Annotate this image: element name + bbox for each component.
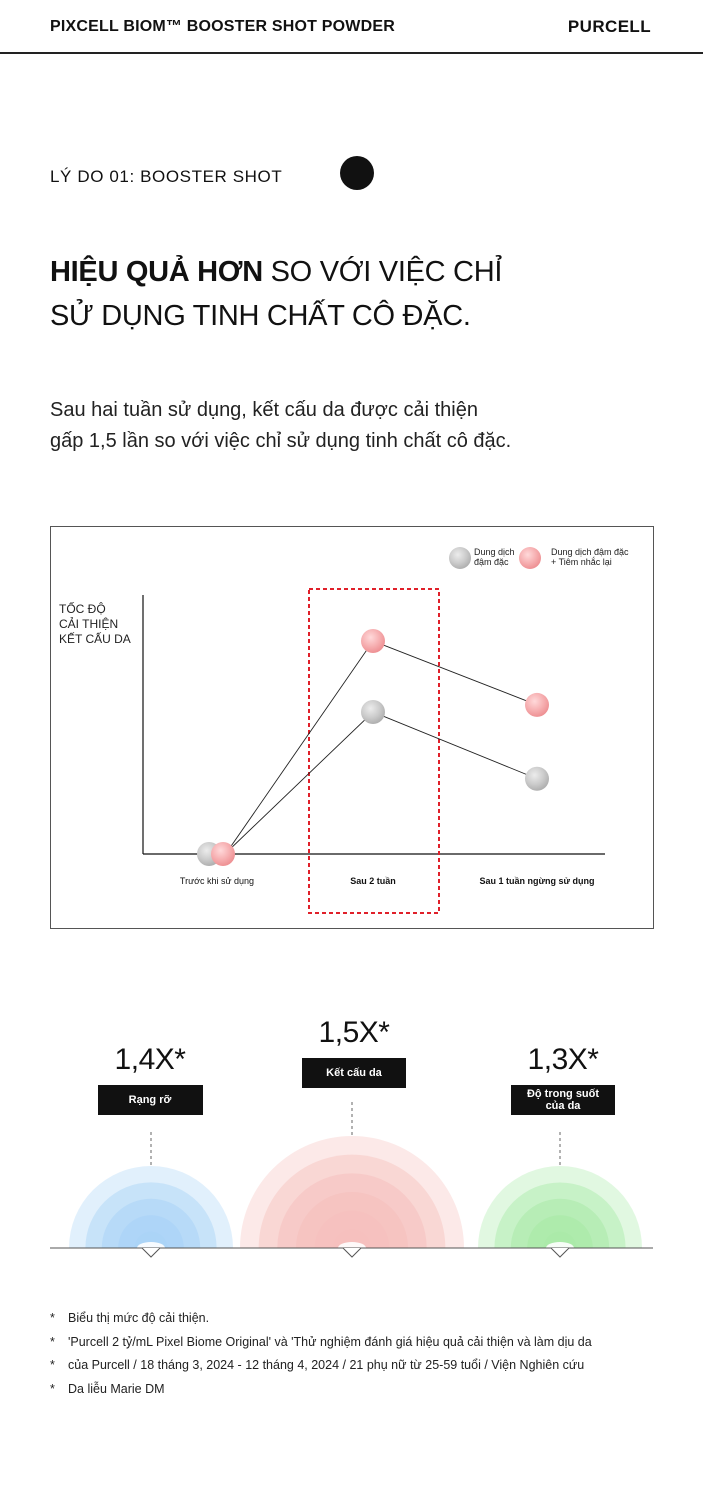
stat-block (284, 1016, 424, 1088)
footnote-marker: * (50, 1334, 55, 1349)
stat-label-tag (511, 1085, 615, 1115)
stat-value (493, 1043, 633, 1077)
footnote-marker: * (50, 1358, 55, 1372)
product-title: PIXCELL BIOM™ BOOSTER SHOT POWDER (50, 18, 395, 35)
subtext-line-2: gấp 1,5 lần so với việc chỉ sử dụng tinh chất cô đặc. (50, 430, 512, 452)
stat-asterisk: * (587, 1043, 599, 1076)
x-tick-label: Sau 1 tuần ngừng sử dụng (479, 876, 595, 886)
legend-label: Dung dịch đậm đặc (551, 547, 629, 557)
stat-asterisk: * (174, 1043, 186, 1076)
stat-number: 1,3X (527, 1043, 588, 1076)
footnote-item: * của Purcell / 18 tháng 3, 2024 - 12 tháng 4, 2024 / 21 phụ nữ từ 25-59 tuổi / Viện Nghiên cứu (50, 1358, 592, 1382)
series-gray-point (361, 700, 385, 724)
stat-value (80, 1043, 220, 1077)
chart-legend (449, 547, 629, 569)
x-tick-label: Trước khi sử dụng (179, 876, 255, 886)
stat-label-line: Kết cấu da (326, 1067, 382, 1079)
line-chart (51, 527, 655, 930)
footnote-item: * 'Purcell 2 tỷ/mL Pixel Biome Original' và 'Thử nghiệm đánh giá hiệu quả cải thiện và làm dịu da (50, 1335, 592, 1359)
brand-logo-text: PURCELL (567, 17, 651, 36)
stat-block (80, 1043, 220, 1115)
stat-label-tag (302, 1058, 406, 1088)
subtext-line-1: Sau hai tuần sử dụng, kết cấu da được cải thiện (50, 399, 478, 421)
series-pink-line (227, 641, 537, 852)
stat-label-line: của da (545, 1100, 581, 1112)
legend-label: + Tiêm nhắc lại (551, 557, 612, 567)
reason-label: LÝ DO 01: BOOSTER SHOT (50, 167, 283, 186)
subtext (50, 395, 511, 457)
footnote-item: * Da liễu Marie DM (50, 1382, 592, 1406)
headline-line-1 (50, 250, 502, 294)
legend-swatch-pink (519, 547, 541, 569)
stat-arc-group (478, 1132, 642, 1254)
stat-arc-group (69, 1132, 233, 1254)
stat-number: 1,4X (114, 1043, 175, 1076)
chart-container (50, 526, 654, 929)
top-header-bar (0, 0, 703, 54)
headline (50, 250, 502, 338)
series-gray-line (227, 712, 537, 852)
stat-label-line: Độ trong suốt (526, 1088, 600, 1100)
series-gray-point (525, 767, 549, 791)
footnotes (50, 1311, 592, 1405)
stat-block (493, 1043, 633, 1115)
stat-label-tag (98, 1085, 203, 1115)
series-pink-point (361, 629, 385, 653)
headline-line-2: SỬ DỤNG TINH CHẤT CÔ ĐẶC. (50, 300, 471, 332)
series-pink-point (211, 842, 235, 866)
y-axis-label-line: CẢI THIỆN (59, 617, 119, 631)
reason-dot-icon (340, 156, 374, 190)
stat-arc-group (240, 1102, 464, 1254)
y-axis-label-line: KẾT CẤU DA (59, 632, 131, 646)
stat-label-line: Rạng rỡ (128, 1094, 172, 1106)
stat-asterisk: * (378, 1016, 390, 1049)
headline-rest: SO VỚI VIỆC CHỈ (262, 256, 503, 288)
stat-value (284, 1016, 424, 1050)
stats-arcs (0, 1100, 703, 1270)
footnote-item: * Biểu thị mức độ cải thiện. (50, 1311, 592, 1335)
footnote-marker: * (50, 1381, 55, 1396)
series-pink-point (525, 693, 549, 717)
legend-swatch-gray (449, 547, 471, 569)
x-tick-label: Sau 2 tuần (350, 876, 396, 886)
footnote-marker: * (50, 1311, 55, 1325)
headline-strong: HIỆU QUẢ HƠN (50, 256, 263, 288)
legend-label: đậm đặc (474, 557, 509, 567)
legend-label: Dung dịch (474, 547, 515, 557)
stat-number: 1,5X (318, 1016, 379, 1049)
y-axis-label-line: TỐC ĐỘ (59, 602, 106, 616)
